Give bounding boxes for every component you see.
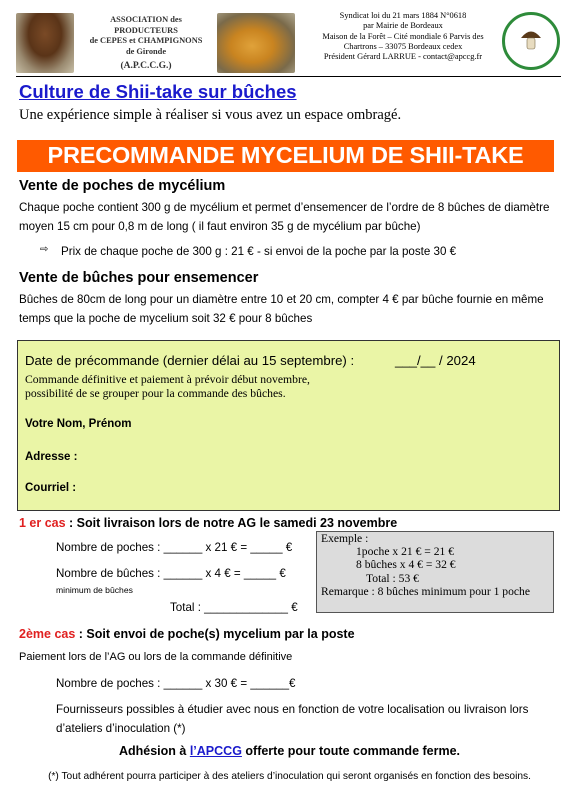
footnote: (*) Tout adhérent pourra participer à des ateliers d’inoculation qui seront organisés en fonction des besoins. — [48, 771, 531, 782]
association-logo — [16, 13, 295, 73]
name-field-label[interactable]: Votre Nom, Prénom — [25, 418, 132, 430]
date-field[interactable]: ___/__ / 2024 — [395, 353, 476, 368]
poches-price: Prix de chaque poche de 300 g : 21 € - si envoi de la poche par la poste 30 € — [61, 245, 457, 258]
association-name: ASSOCIATION des PRODUCTEURS de CEPES et CHAMPIGNONS de Gironde (A.P.C.C.G.) — [89, 15, 203, 71]
cas1-buches-row[interactable]: Nombre de bûches : ______ x 4 € = _____ € — [56, 567, 286, 580]
buches-heading: Vente de bûches pour ensemencer — [19, 270, 259, 286]
poches-text: Chaque poche contient 300 g de mycélium et permet d’ensemencer de l’ordre de 8 bûches de diamètre moyen 15 cm pour 0,8 m de long ( il faut environ 35 g de mycélium par bûche) — [19, 201, 550, 233]
cas2-heading: 2ème cas : Soit envoi de poche(s) mycelium par la poste — [19, 627, 355, 641]
date-row: Date de précommande (dernier délai au 15 septembre) : ___/__ / 2024 — [25, 353, 476, 368]
cas1-heading: 1 er cas : Soit livraison lors de notre AG le samedi 23 novembre — [19, 516, 398, 530]
email-field-label[interactable]: Courriel : — [25, 482, 77, 494]
adhesion-line: Adhésion à l’APCCG offerte pour toute commande ferme. — [118, 744, 461, 758]
buches-text: Bûches de 80cm de long pour un diamètre entre 10 et 20 cm, compter 4 € par bûche fournie en même temps que la poche de mycelium soit 32 € pour 8 bûches — [19, 293, 544, 325]
chanterelle-photo — [217, 13, 295, 73]
page-title: Culture de Shii-take sur bûches — [19, 81, 297, 102]
syndicat-info: Syndicat loi du 21 mars 1884 N°0618 par Mairie de Bordeaux Maison de la Forêt – Cité mondiale 6 Parvis des Chartrons – 33075 Bordeaux cedex Président Gérard LARRUE - contact@apccg.fr — [322, 11, 484, 62]
apccg-link[interactable]: l’APCCG — [189, 744, 242, 758]
cas2-poches-row[interactable]: Nombre de poches : ______ x 30 € = ______€ — [56, 677, 296, 690]
arrow-right-icon: ⇨ — [40, 244, 49, 255]
mushroom-icon — [520, 27, 542, 51]
cas1-total-row[interactable]: Total : _____________ € — [170, 601, 298, 614]
address-field-label[interactable]: Adresse : — [25, 451, 78, 463]
poches-heading: Vente de poches de mycélium — [19, 178, 226, 194]
commande-text: Commande définitive et paiement à prévoir début novembre, possibilité de se grouper pour la commande des bûches. — [25, 373, 310, 400]
header-divider — [16, 76, 561, 77]
intro-text: Une expérience simple à réaliser si vous avez un espace ombragé. — [19, 107, 402, 123]
fournisseurs-text: Fournisseurs possibles à étudier avec nous en fonction de votre localisation ou livraison lors d’ateliers d’inoculation (*) — [56, 703, 529, 735]
example-text: Exemple : 1poche x 21 € = 21 € 8 bûches x 4 € = 32 € Total : 53 € Remarque : 8 bûches minimum pour 1 poche — [321, 532, 530, 598]
precommande-banner: PRECOMMANDE MYCELIUM DE SHII-TAKE — [17, 140, 554, 172]
minimum-note: minimum de bûches — [56, 585, 133, 595]
cepe-photo — [16, 13, 74, 73]
cas1-poches-row[interactable]: Nombre de poches : ______ x 21 € = _____ € — [56, 541, 293, 554]
cas2-payment: Paiement lors de l’AG ou lors de la commande définitive — [19, 651, 293, 663]
apccg-seal-logo — [502, 12, 560, 70]
